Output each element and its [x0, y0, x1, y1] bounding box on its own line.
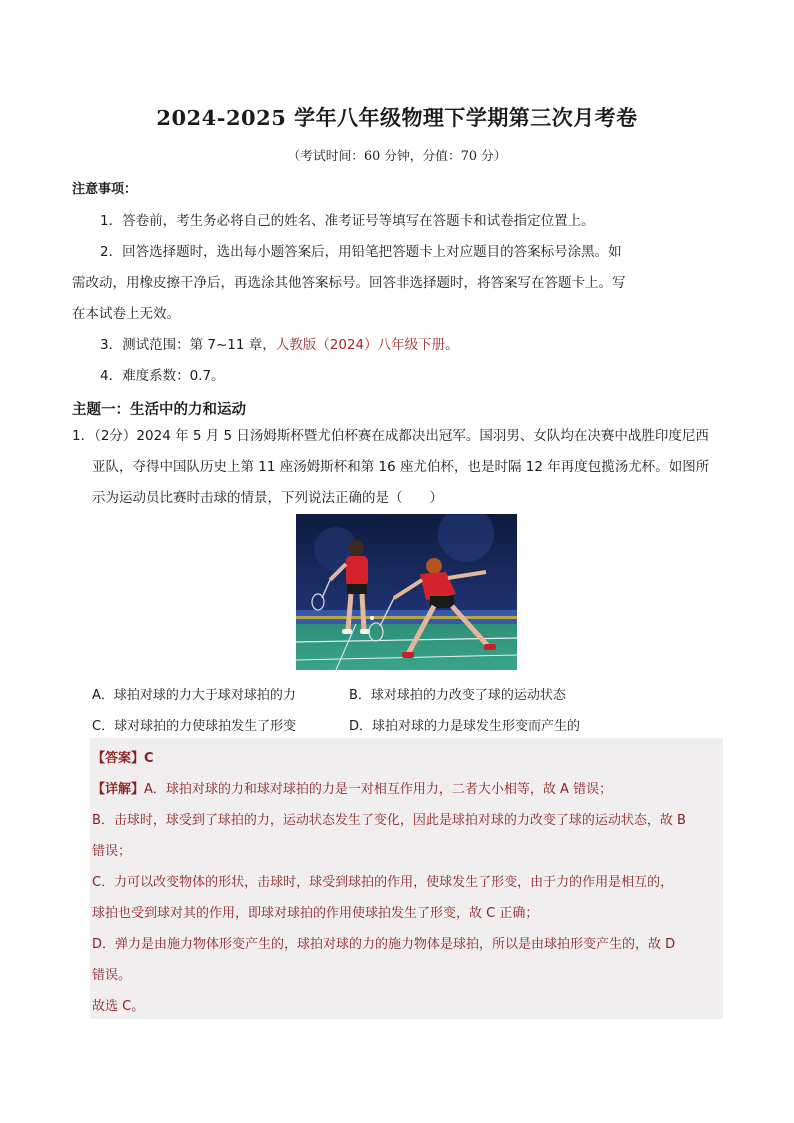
detail-c-line-1: C．力可以改变物体的形状，击球时，球受到球拍的作用，使球发生了形变，由于力的作用是相互的， [92, 875, 674, 890]
question-1-line-2: 亚队，夺得中国队历史上第 11 座汤姆斯杯和第 16 座尤伯杯，也是时隔 12 年再度包揽汤尤杯。如图所 [92, 459, 710, 475]
option-c: C．球对球拍的力使球拍发生了形变 [92, 719, 297, 734]
test-scope-label: 3．测试范围：第 7~11 章， [100, 337, 276, 353]
question-1-line-3: 示为运动员比赛时击球的情景，下列说法正确的是（ ） [92, 490, 443, 506]
conclusion: 故选 C。 [92, 999, 145, 1014]
detail-a-text: A．球拍对球的力和球对球拍的力是一对相互作用力，二者大小相等，故 A 错误； [144, 782, 613, 797]
detail-c-line-2: 球拍也受到球对其的作用，即球对球拍的作用使球拍发生了形变，故 C 正确； [92, 906, 539, 921]
section-heading: 主题一：生活中的力和运动 [72, 402, 246, 418]
answer-line: 【答案】C [92, 751, 154, 766]
question-1-line-1: 1．（2分）2024 年 5 月 5 日汤姆斯杯暨尤伯杯赛在成都决出冠军。国羽男、女队均在决赛中战胜印度尼西 [72, 428, 709, 444]
detail-b-line-2: 错误； [92, 844, 132, 859]
notes-item-1: 1．答卷前，考生务必将自己的姓名、准考证号等填写在答题卡和试卷指定位置上。 [100, 213, 595, 229]
detail-d-line-1: D．弹力是由施力物体形变产生的，球拍对球的力的施力物体是球拍，所以是由球拍形变产生的，故 D [92, 937, 676, 952]
option-a: A．球拍对球的力大于球对球拍的力 [92, 688, 296, 703]
detail-d-line-2: 错误。 [92, 968, 132, 983]
notes-item-2-line-3: 在本试卷上无效。 [72, 306, 180, 322]
textbook-edition: 人教版（2024）八年级下册 [275, 337, 446, 353]
notes-item-2-line-2: 需改动，用橡皮擦干净后，再选涂其他答案标号。回答非选择题时，将答案写在答题卡上。写 [72, 275, 626, 291]
detail-tag: 【详解】 [92, 782, 145, 797]
page-title: 2024-2025 学年八年级物理下学期第三次月考卷 [156, 105, 638, 130]
notes-item-4: 4．难度系数：0.7。 [100, 368, 225, 384]
option-b: B．球对球拍的力改变了球的运动状态 [349, 688, 566, 703]
notes-heading: 注意事项： [72, 182, 138, 197]
detail-a [92, 778, 612, 797]
badminton-photo [296, 514, 517, 670]
test-scope-end: 。 [445, 337, 459, 353]
notes-item-3 [100, 333, 459, 353]
notes-item-2-line-1: 2．回答选择题时，选出每小题答案后，用铅笔把答题卡上对应题目的答案标号涂黑。如 [100, 244, 622, 260]
badminton-photo-illustration [296, 514, 517, 670]
detail-b-line-1: B．击球时，球受到了球拍的力，运动状态发生了变化，因此是球拍对球的力改变了球的运动状态，故 B [92, 813, 686, 828]
option-d: D．球拍对球的力是球发生形变而产生的 [349, 719, 581, 734]
exam-info: （考试时间：60 分钟，分值：70 分） [287, 149, 507, 164]
